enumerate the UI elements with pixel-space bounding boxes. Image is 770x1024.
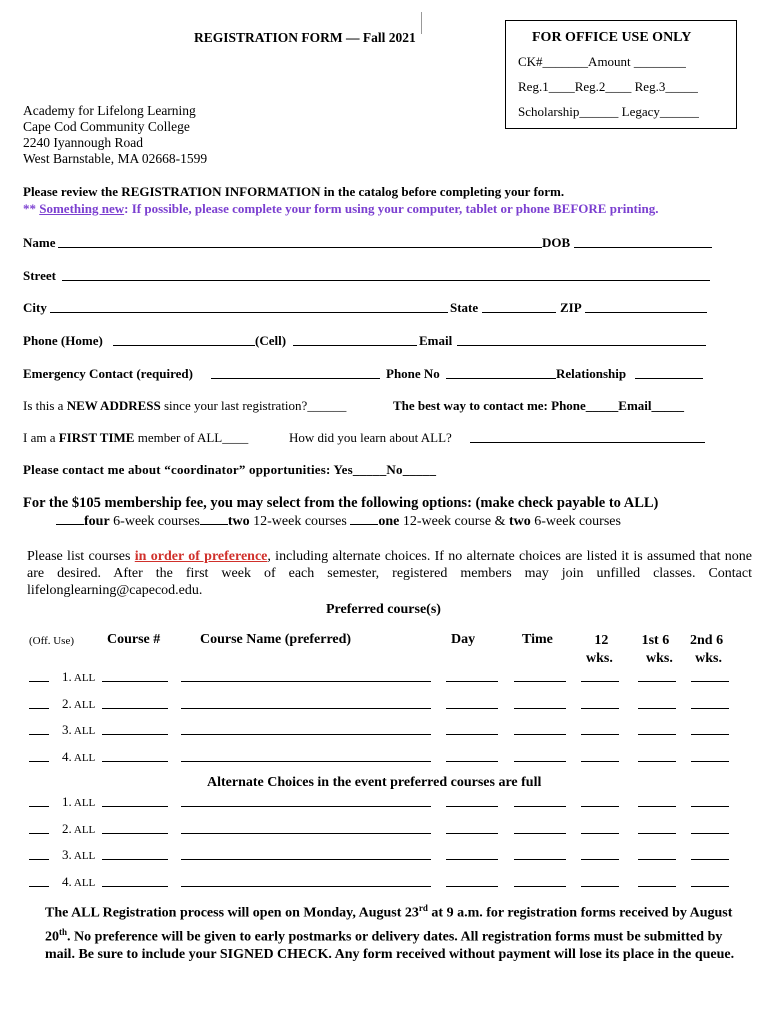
course-name-blank[interactable] — [181, 761, 431, 762]
option-four-blank[interactable] — [56, 513, 84, 525]
dob-field[interactable] — [574, 247, 712, 248]
alternate-choices-title: Alternate Choices in the event preferred courses are full — [207, 775, 542, 790]
coordinator-question[interactable]: Please contact me about “coordinator” opportunities: Yes_____No_____ — [23, 462, 437, 477]
address-line: Academy for Lifelong Learning — [23, 103, 196, 118]
street-field[interactable] — [62, 280, 710, 281]
new-address-question[interactable]: Is this a NEW ADDRESS since your last registration?______ — [23, 398, 347, 413]
course-name-blank[interactable] — [181, 806, 431, 807]
course-name-blank[interactable] — [181, 886, 431, 887]
first-six-week-blank[interactable] — [638, 833, 676, 834]
office-use-blank[interactable] — [29, 761, 49, 762]
office-use-blank[interactable] — [29, 833, 49, 834]
first-six-week-header: 1st 6 wks. — [641, 633, 673, 666]
course-number-blank[interactable] — [102, 734, 168, 735]
phone-home-label: Phone (Home) — [23, 333, 103, 348]
office-use-blank[interactable] — [29, 734, 49, 735]
email-field[interactable] — [457, 345, 706, 346]
course-number-blank[interactable] — [102, 806, 168, 807]
cell-field[interactable] — [293, 345, 417, 346]
twelve-week-blank[interactable] — [581, 886, 619, 887]
twelve-week-header: 12 wks. — [586, 633, 613, 666]
phone-no-field[interactable] — [446, 378, 556, 379]
course-row-label: 2. ALL — [62, 820, 96, 836]
form-title: REGISTRATION FORM — Fall 2021 — [194, 30, 416, 45]
twelve-week-blank[interactable] — [581, 681, 619, 682]
time-blank[interactable] — [514, 886, 566, 887]
second-six-week-blank[interactable] — [691, 886, 729, 887]
cell-label: (Cell) — [255, 333, 287, 348]
first-six-week-blank[interactable] — [638, 761, 676, 762]
twelve-week-blank[interactable] — [581, 859, 619, 860]
course-number-blank[interactable] — [102, 681, 168, 682]
second-six-week-blank[interactable] — [691, 806, 729, 807]
twelve-week-blank[interactable] — [581, 734, 619, 735]
registration-notice: The ALL Registration process will open on Monday, August 23rd at 9 a.m. for registration forms received by August 20th. No preference will be given to early postmarks or delivery dates. All registration forms must be submitted by mail. Be sure to include your SIGNED CHECK. Any form received without payment will lose its place in the queue. — [45, 903, 735, 963]
day-blank[interactable] — [446, 806, 498, 807]
course-row-label: 1. ALL — [62, 669, 96, 684]
course-row-label: 4. ALL — [62, 873, 96, 889]
relationship-field[interactable] — [635, 378, 703, 379]
new-notice: ** Something new: If possible, please complete your form using your computer, tablet or phone BEFORE printing. — [23, 201, 659, 216]
second-six-week-blank[interactable] — [691, 681, 729, 682]
membership-heading: For the $105 membership fee, you may select from the following options: (make check payable to ALL) — [23, 495, 659, 511]
office-reg-codes: Reg.1____Reg.2____ Reg.3_____ — [518, 79, 698, 94]
course-row-label: 1. ALL — [62, 794, 96, 809]
first-six-week-blank[interactable] — [638, 806, 676, 807]
first-time-question[interactable]: I am a FIRST TIME member of ALL____ — [23, 430, 249, 445]
day-blank[interactable] — [446, 886, 498, 887]
first-six-week-blank[interactable] — [638, 734, 676, 735]
course-name-blank[interactable] — [181, 681, 431, 682]
address-line: Cape Cod Community College — [23, 119, 190, 134]
phone-no-label: Phone No — [386, 366, 440, 381]
day-blank[interactable] — [446, 761, 498, 762]
course-number-header: Course # — [107, 632, 161, 647]
first-six-week-blank[interactable] — [638, 859, 676, 860]
city-field[interactable] — [50, 312, 448, 313]
time-blank[interactable] — [514, 708, 566, 709]
office-use-blank[interactable] — [29, 859, 49, 860]
emergency-contact-field[interactable] — [211, 378, 380, 379]
time-blank[interactable] — [514, 761, 566, 762]
office-use-box — [505, 20, 737, 129]
address-line: West Barnstable, MA 02668-1599 — [23, 151, 208, 166]
time-blank[interactable] — [514, 859, 566, 860]
emergency-contact-label: Emergency Contact (required) — [23, 366, 193, 381]
best-contact-method[interactable]: The best way to contact me: Phone_____Email_____ — [393, 398, 685, 413]
phone-home-field[interactable] — [113, 345, 255, 346]
first-six-week-blank[interactable] — [638, 708, 676, 709]
preferred-courses-title: Preferred course(s) — [326, 602, 441, 617]
course-row-label: 3. ALL — [62, 722, 96, 737]
name-field[interactable] — [58, 247, 542, 248]
course-name-blank[interactable] — [181, 708, 431, 709]
course-number-blank[interactable] — [102, 708, 168, 709]
day-blank[interactable] — [446, 833, 498, 834]
twelve-week-blank[interactable] — [581, 806, 619, 807]
second-six-week-blank[interactable] — [691, 708, 729, 709]
first-six-week-blank[interactable] — [638, 681, 676, 682]
learn-about-field[interactable] — [470, 442, 705, 443]
course-name-blank[interactable] — [181, 734, 431, 735]
day-blank[interactable] — [446, 734, 498, 735]
course-number-blank[interactable] — [102, 761, 168, 762]
city-label: City — [23, 300, 47, 315]
membership-options: four 6-week courses two 12-week courses one 12-week course & two 6-week courses — [56, 513, 621, 530]
time-header: Time — [522, 632, 553, 647]
relationship-label: Relationship — [556, 366, 627, 381]
office-use-blank[interactable] — [29, 681, 49, 682]
course-row-label: 3. ALL — [62, 847, 96, 862]
learn-about-label: How did you learn about ALL? — [289, 430, 452, 445]
street-label: Street — [23, 268, 56, 283]
course-number-blank[interactable] — [102, 859, 168, 860]
option-two-blank[interactable] — [200, 513, 228, 525]
review-notice: Please review the REGISTRATION INFORMATION in the catalog before completing your form. — [23, 184, 565, 199]
state-field[interactable] — [482, 312, 556, 313]
office-use-blank[interactable] — [29, 886, 49, 887]
address-line: 2240 Iyannough Road — [23, 135, 143, 150]
time-blank[interactable] — [514, 734, 566, 735]
second-six-week-blank[interactable] — [691, 833, 729, 834]
option-one-blank[interactable] — [350, 513, 378, 525]
office-scholarship-legacy: Scholarship______ Legacy______ — [518, 104, 699, 119]
office-check-amount: CK#_______Amount ________ — [518, 54, 686, 69]
course-name-blank[interactable] — [181, 859, 431, 860]
organization-address — [23, 103, 207, 167]
second-six-week-header: 2nd 6 wks. — [690, 633, 724, 666]
office-use-title: FOR OFFICE USE ONLY — [532, 30, 692, 45]
first-six-week-blank[interactable] — [638, 886, 676, 887]
dob-label: DOB — [542, 235, 571, 250]
time-blank[interactable] — [514, 681, 566, 682]
day-blank[interactable] — [446, 859, 498, 860]
office-use-blank[interactable] — [29, 708, 49, 709]
email-label: Email — [419, 333, 453, 348]
day-header: Day — [451, 632, 476, 647]
day-blank[interactable] — [446, 708, 498, 709]
second-six-week-blank[interactable] — [691, 734, 729, 735]
day-blank[interactable] — [446, 681, 498, 682]
course-name-blank[interactable] — [181, 833, 431, 834]
twelve-week-blank[interactable] — [581, 761, 619, 762]
twelve-week-blank[interactable] — [581, 833, 619, 834]
name-label: Name — [23, 235, 56, 250]
second-six-week-blank[interactable] — [691, 761, 729, 762]
second-six-week-blank[interactable] — [691, 859, 729, 860]
state-label: State — [450, 300, 479, 315]
office-use-column-header: (Off. Use) — [29, 635, 75, 647]
page-divider-mark — [421, 12, 422, 34]
course-row-label: 4. ALL — [62, 748, 96, 764]
course-instructions: Please list courses in order of preference, including alternate choices. If no alternate choices are listed it is assumed that none are desired. After the first week of each semester, registered members may join unfilled classes. Contact lifelonglearning@capecod.edu. — [27, 549, 753, 598]
course-number-blank[interactable] — [102, 833, 168, 834]
course-number-blank[interactable] — [102, 886, 168, 887]
course-row-label: 2. ALL — [62, 695, 96, 711]
course-name-header: Course Name (preferred) — [200, 632, 352, 647]
twelve-week-blank[interactable] — [581, 708, 619, 709]
time-blank[interactable] — [514, 806, 566, 807]
zip-field[interactable] — [585, 312, 707, 313]
office-use-blank[interactable] — [29, 806, 49, 807]
time-blank[interactable] — [514, 833, 566, 834]
zip-label: ZIP — [560, 300, 582, 315]
